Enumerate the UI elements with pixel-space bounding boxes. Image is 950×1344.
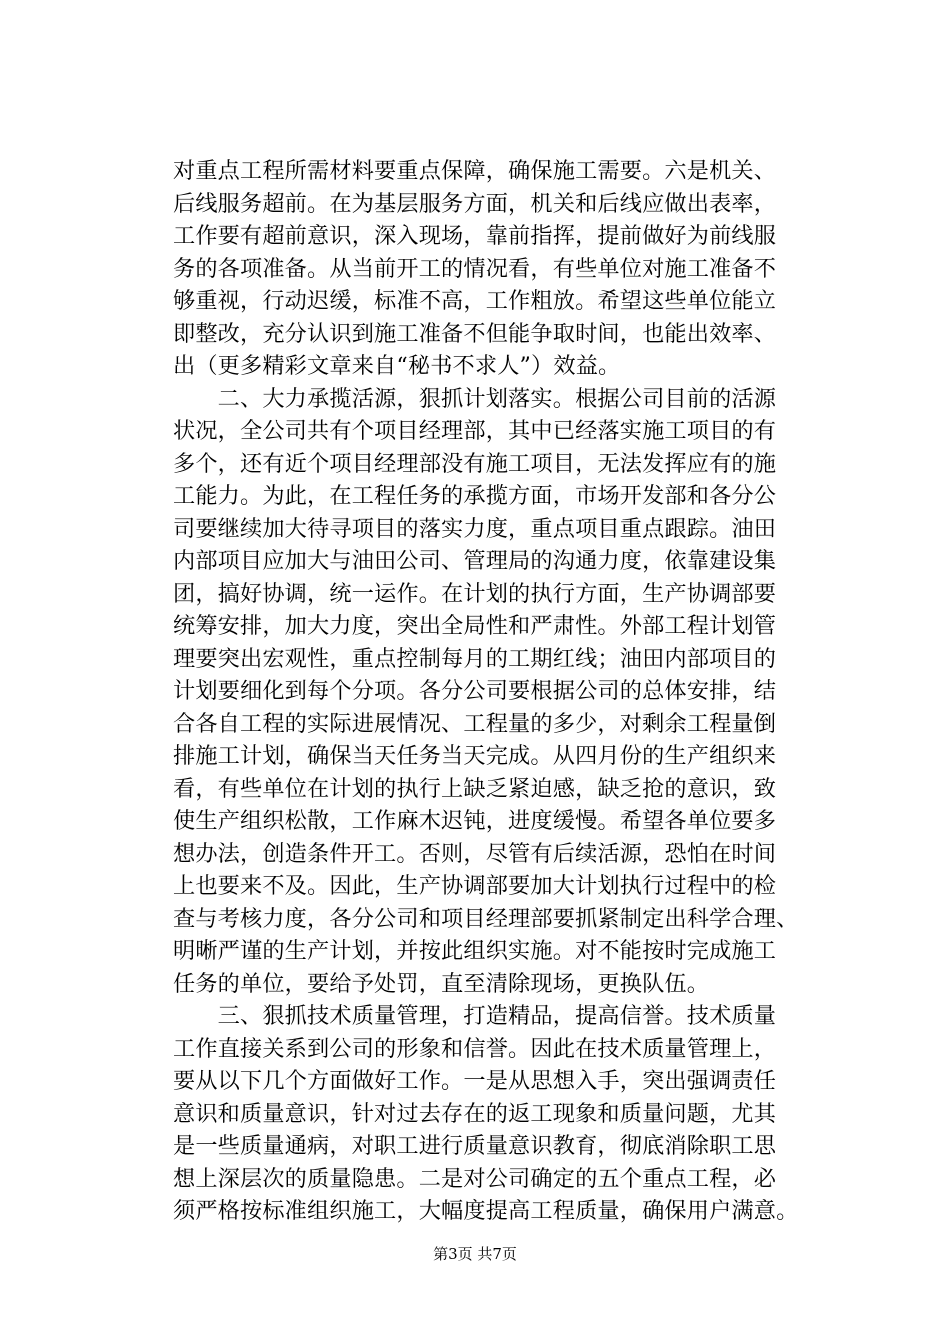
document-body [173, 155, 833, 1228]
text-line: 计划要细化到每个分项。各分公司要根据公司的总体安排，结 [173, 678, 777, 704]
text-line: 是一些质量通病，对职工进行质量意识教育，彻底消除职工思 [173, 1133, 777, 1159]
text-line: 状况，全公司共有个项目经理部，其中已经落实施工项目的有 [173, 418, 777, 444]
text-line: 务的各项准备。从当前开工的情况看，有些单位对施工准备不 [173, 255, 777, 282]
text-line: 司要继续加大待寻项目的落实力度，重点项目重点跟踪。油田 [173, 515, 777, 542]
text-line: 看，有些单位在计划的执行上缺乏紧迫感，缺乏抢的意识，致 [173, 775, 777, 802]
text-line: 够重视，行动迟缓，标准不高，工作粗放。希望这些单位能立 [173, 288, 777, 314]
text-line: 三、狠抓技术质量管理，打造精品，提高信誉。技术质量 [173, 1003, 777, 1029]
text-line: 内部项目应加大与油田公司、管理局的沟通力度，依靠建设集 [173, 548, 777, 574]
text-line: 合各自工程的实际进展情况、工程量的多少，对剩余工程量倒 [173, 710, 777, 737]
text-line: 工作要有超前意识，深入现场，靠前指挥，提前做好为前线服 [173, 223, 777, 249]
text-line: 工作直接关系到公司的形象和信誉。因此在技术质量管理上， [173, 1035, 777, 1062]
text-line: 对重点工程所需材料要重点保障，确保施工需要。六是机关、 [173, 158, 777, 184]
page-number-footer: 第3页 共7页 [433, 1245, 517, 1263]
text-line: 想办法，创造条件开工。否则，尽管有后续活源，恐怕在时间 [173, 840, 777, 867]
text-line: 即整改，充分认识到施工准备不但能争取时间，也能出效率、 [173, 320, 777, 347]
text-line: 想上深层次的质量隐患。二是对公司确定的五个重点工程，必 [173, 1165, 777, 1192]
text-line: 统筹安排，加大力度，突出全局性和严肃性。外部工程计划管 [173, 613, 777, 639]
text-line: 查与考核力度，各分公司和项目经理部要抓紧制定出科学合理、 [173, 905, 799, 932]
text-line: 二、大力承揽活源，狠抓计划落实。根据公司目前的活源 [173, 385, 777, 412]
text-line: 任务的单位，要给予处罚，直至清除现场，更换队伍。 [173, 970, 710, 997]
text-line: 理要突出宏观性，重点控制每月的工期红线；油田内部项目的 [173, 645, 777, 672]
text-line: 排施工计划，确保当天任务当天完成。从四月份的生产组织来 [173, 743, 777, 769]
text-line: 出（更多精彩文章来自“秘书不求人”）效益。 [173, 353, 621, 379]
text-line: 要从以下几个方面做好工作。一是从思想入手，突出强调责任 [173, 1068, 777, 1094]
text-line: 上也要来不及。因此，生产协调部要加大计划执行过程中的检 [173, 873, 777, 899]
text-line: 多个，还有近个项目经理部没有施工项目，无法发挥应有的施 [173, 450, 777, 477]
text-line: 明晰严谨的生产计划，并按此组织实施。对不能按时完成施工 [173, 938, 777, 964]
text-line: 工能力。为此，在工程任务的承揽方面，市场开发部和各分公 [173, 483, 777, 509]
text-line: 须严格按标准组织施工，大幅度提高工程质量，确保用户满意。 [173, 1198, 799, 1224]
text-line: 团，搞好协调，统一运作。在计划的执行方面，生产协调部要 [173, 580, 777, 607]
text-line: 意识和质量意识，针对过去存在的返工现象和质量问题，尤其 [173, 1100, 777, 1127]
text-line: 后线服务超前。在为基层服务方面，机关和后线应做出表率， [173, 190, 777, 217]
text-line: 使生产组织松散，工作麻木迟钝，进度缓慢。希望各单位要多 [173, 808, 777, 834]
